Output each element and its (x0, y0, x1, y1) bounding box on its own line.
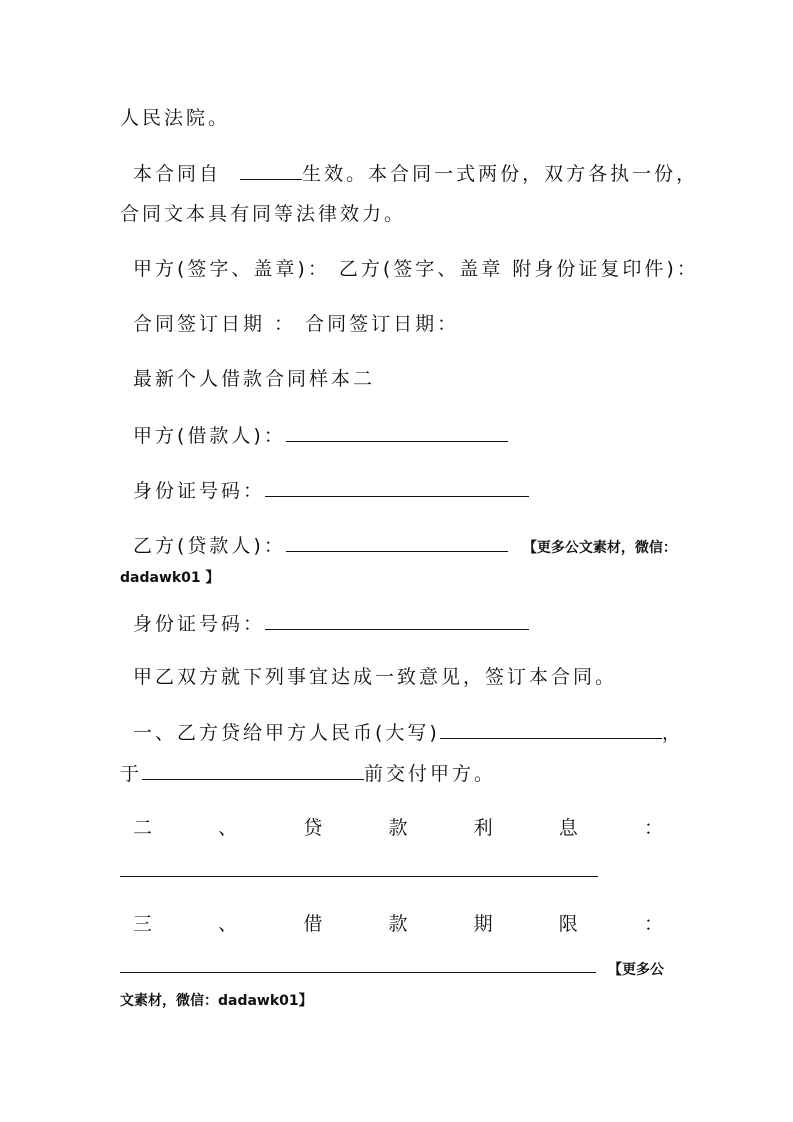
effective-date-blank[interactable] (240, 161, 302, 180)
term-char: 期 (473, 913, 493, 935)
agreement-text: 甲乙双方就下列事宜达成一致意见，签订本合同。 (133, 666, 618, 688)
interest-char: 二 (133, 817, 153, 839)
interest-char: 息 (558, 817, 578, 839)
text-line-agreement (133, 665, 617, 689)
text-line-validity (120, 202, 406, 226)
term-blank[interactable] (120, 972, 596, 973)
text-line-party-a (133, 423, 508, 448)
text-line-effective (133, 161, 698, 186)
loan-amount-label: 一、乙方贷给甲方人民币(大写) (133, 722, 440, 744)
term-char: 借 (303, 913, 323, 935)
loan-amount-comma: ， (661, 722, 684, 744)
delivery-suffix: 前交付甲方。 (364, 763, 497, 785)
clause-term-heading (133, 912, 663, 936)
party-b-blank[interactable] (286, 533, 508, 552)
interest-char: 利 (473, 817, 493, 839)
validity-text: 合同文本具有同等法律效力。 (120, 203, 407, 225)
term-char: 三 (133, 913, 153, 935)
party-a-label: 甲方(借款人)： (133, 425, 286, 447)
interest-blank[interactable] (120, 876, 598, 877)
term-char: 、 (218, 913, 238, 935)
promo-id: dadawk01 】 (120, 570, 220, 586)
effective-prefix: 本合同自 (133, 163, 222, 185)
interest-char: ： (643, 817, 663, 839)
text-line-delivery (120, 761, 496, 786)
id-a-label: 身份证号码： (133, 480, 266, 502)
text-line-sample-title (133, 367, 375, 391)
clause-interest-heading (133, 816, 663, 840)
text-line-promo-2 (608, 958, 664, 982)
effective-suffix: 生效。本合同一式两份，双方各执一份， (302, 163, 699, 185)
term-char: 款 (388, 913, 408, 935)
text-line-party-b (133, 533, 677, 560)
id-b-blank[interactable] (265, 611, 529, 630)
term-char: 限 (558, 913, 578, 935)
text-line-promo-3 (120, 989, 313, 1013)
text-line-id-a (133, 478, 529, 503)
loan-amount-blank[interactable] (440, 720, 662, 739)
delivery-prefix: 于 (120, 763, 143, 785)
term-char: ： (643, 913, 663, 935)
signature-text: 甲方(签字、盖章)： 乙方(签字、盖章 附身份证复印件)： (133, 258, 699, 280)
text-line-sign-dates (133, 312, 459, 336)
sign-dates-text: 合同签订日期 ： 合同签订日期： (133, 313, 460, 335)
delivery-date-blank[interactable] (142, 761, 364, 780)
interest-char: 、 (218, 817, 238, 839)
text-line-id-b (133, 611, 529, 636)
sample-title: 最新个人借款合同样本二 (133, 368, 376, 390)
text-line-signatures (133, 257, 699, 281)
interest-char: 贷 (303, 817, 323, 839)
court-text: 人民法院。 (120, 107, 231, 129)
party-a-blank[interactable] (286, 423, 508, 442)
id-b-label: 身份证号码： (133, 613, 266, 635)
text-line-promo-id (120, 566, 220, 590)
party-b-label: 乙方(贷款人)： (133, 535, 286, 557)
text-line-loan-amount (133, 720, 684, 745)
text-line-court (120, 106, 230, 130)
id-a-blank[interactable] (265, 478, 529, 497)
promo-note: 【更多公文素材，微信： (522, 540, 677, 556)
interest-char: 款 (388, 817, 408, 839)
promo-note-3: 文素材，微信：dadawk01】 (120, 993, 313, 1009)
promo-note-2: 【更多公 (608, 962, 664, 978)
